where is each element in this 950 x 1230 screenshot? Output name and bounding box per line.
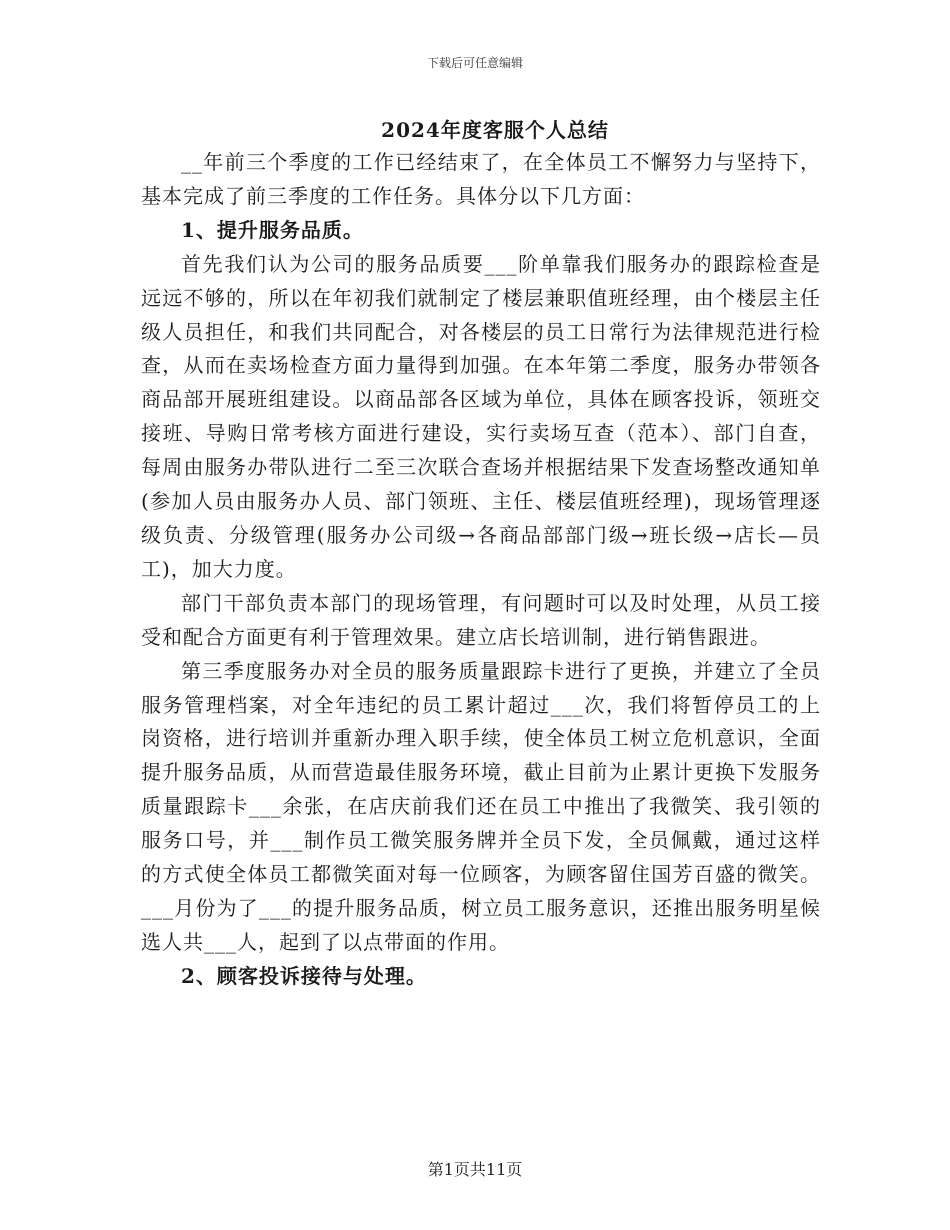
document-body [141, 146, 821, 994]
page-header-note: 下载后可任意编辑 [426, 56, 523, 70]
section-heading-1: 1、提升服务品质。 [181, 217, 364, 242]
document-title: 2024年度客服个人总结 [381, 118, 609, 142]
body-paragraph: 第三季度服务办对全员的服务质量跟踪卡进行了更换，并建立了全员服务管理档案，对全年违纪的员工累计超过___次，我们将暂停员工的上岗资格，进行培训并重新办理入职手续，使全体员工树立危机意识，全面提升服务品质，从而营造最佳服务环境，截止目前为止累计更换下发服务质量跟踪卡___余张，在店庆前我们还在员工中推出了我微笑、我引领的服务口号，并___制作员工微笑服务牌并全员下发，全员佩戴，通过这样的方式使全体员工都微笑面对每一位顾客，为顾客留住国芳百盛的微笑。___月份为了___的提升服务品质，树立员工服务意识，还推出服务明星候选人共___人，起到了以点带面的作用。 [141, 658, 821, 954]
intro-paragraph: __年前三个季度的工作已经结束了，在全体员工不懈努力与坚持下，基本完成了前三季度的工作任务。具体分以下几方面： [141, 150, 821, 208]
page-number: 第1页共11页 [427, 1160, 523, 1179]
section-heading-2: 2、顾客投诉接待与处理。 [181, 963, 427, 988]
body-paragraph: 部门干部负责本部门的现场管理，有问题时可以及时处理，从员工接受和配合方面更有利于管理效果。建立店长培训制，进行销售跟进。 [141, 590, 821, 649]
body-paragraph: 首先我们认为公司的服务品质要___阶单靠我们服务办的跟踪检查是远远不够的，所以在年初我们就制定了楼层兼职值班经理，由个楼层主任级人员担任，和我们共同配合，对各楼层的员工日常行为法律规范进行检查，从而在卖场检查方面力量得到加强。在本年第二季度，服务办带领各商品部开展班组建设。以商品部各区域为单位，具体在顾客投诉，领班交接班、导购日常考核方面进行建设，实行卖场互查（范本）、部门自查，每周由服务办带队进行二至三次联合查场并根据结果下发查场整改通知单(参加人员由服务办人员、部门领班、主任、楼层值班经理)，现场管理逐级负责、分级管理(服务办公司级→各商品部部门级→班长级→店长—员工)，加大力度。 [141, 251, 821, 581]
